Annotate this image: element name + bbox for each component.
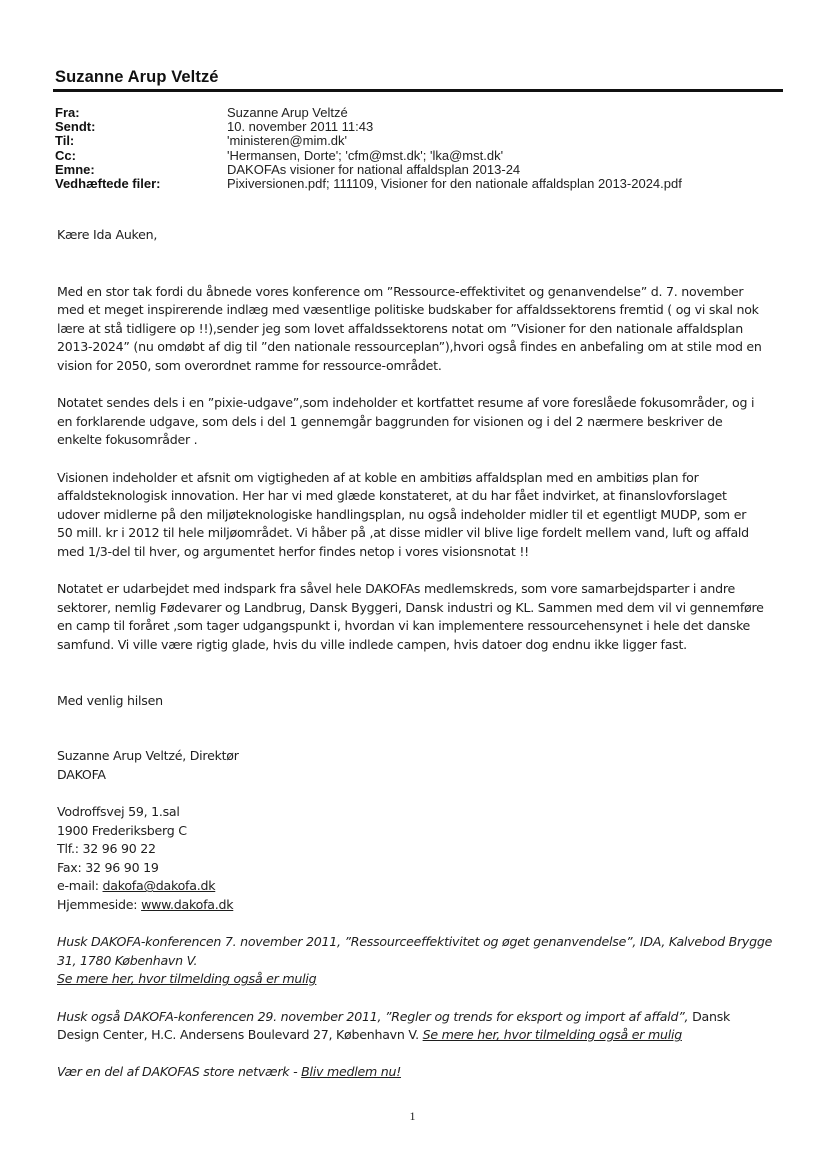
signature-name: Suzanne Arup Veltzé, Direktør	[57, 748, 239, 764]
body-line: enkelte fokusområder .	[57, 432, 198, 448]
signature-fax: Fax: 32 96 90 19	[57, 859, 159, 875]
promo-line: Vær en del af DAKOFAS store netværk -	[57, 1064, 302, 1080]
signup-link-1[interactable]: Se mere her, hvor tilmelding også er mulig	[57, 971, 317, 987]
paragraph-3	[57, 469, 797, 562]
header-value: 10. november 2011 11:43	[227, 119, 374, 135]
paragraph-1	[57, 283, 797, 376]
paragraph-2	[57, 394, 797, 450]
email-body	[57, 226, 797, 1082]
header-label: Fra:	[55, 105, 80, 120]
web-label: Hjemmeside:	[57, 897, 142, 912]
website-link[interactable]: www.dakofa.dk	[141, 897, 234, 912]
page-number: 1	[409, 1109, 416, 1123]
email-label: e-mail:	[57, 878, 103, 894]
signature-web-line	[57, 896, 797, 915]
body-line: lære at stå tidligere op !!),sender jeg som lovet affaldssektorens notat om ”Visioner for den nationale affaldsplan	[57, 320, 744, 336]
body-line: Visionen indeholder et afsnit om vigtigheden af at koble en ambitiøs affaldsplan med en ambitiøs plan for	[57, 469, 699, 485]
header-row-cc	[55, 149, 682, 163]
body-line: samfund. Vi ville være rigtig glade, hvis du ville indlede campen, hvis datoer dog endnu ikke ligger fast.	[57, 636, 687, 652]
signature-phone: Tlf.: 32 96 90 22	[57, 841, 156, 857]
sender-title: Suzanne Arup Veltzé	[55, 68, 219, 86]
body-line: affaldsteknologisk innovation. Her har vi med glæde konstateret, at du har fået indvirket, at finanslovforslaget	[57, 488, 727, 504]
signature-org: DAKOFA	[57, 766, 106, 782]
body-line: Notatet sendes dels i en ”pixie-udgave”,som indeholder et kortfattet resume af vore foreslåede fokusområder, og i	[57, 395, 755, 411]
header-row-sent	[55, 120, 682, 134]
promo-line: 31, 1780 København V.	[57, 952, 198, 968]
body-line: 2013-2024” (nu omdøbt af dig til ”den nationale ressourceplan”),hvori også findes en anbefaling om at stile mod en	[57, 339, 762, 355]
body-line: sektorer, nemlig Fødevarer og Landbrug, Dansk Byggeri, Dansk industri og KL. Sammen med dem vil vi gennemføre	[57, 599, 764, 615]
promo-line: Dansk	[688, 1008, 731, 1024]
body-line: med et meget inspirerende indlæg med væsentlige politiske budskaber for affaldssektorens fremtid ( og vi skal nok	[57, 302, 759, 318]
header-value: Suzanne Arup Veltzé	[227, 105, 348, 120]
email-link[interactable]: dakofa@dakofa.dk	[102, 878, 216, 894]
promo-conference-1	[57, 933, 797, 989]
header-row-to	[55, 134, 682, 148]
header-label: Sendt:	[55, 119, 96, 135]
header-value: DAKOFAs visioner for national affaldsplan 2013-24	[227, 161, 521, 177]
header-label: Til:	[55, 133, 75, 149]
promo-line: Husk også DAKOFA-konferencen 29. november 2011, ”Regler og trends for eksport og import af affald”,	[57, 1008, 689, 1024]
header-value: 'ministeren@mim.dk'	[227, 133, 348, 149]
header-label: Vedhæftede filer:	[55, 176, 161, 192]
signature-email-line	[57, 877, 797, 896]
greeting: Kære Ida Auken,	[57, 227, 158, 242]
header-row-subject	[55, 163, 682, 177]
body-line: 50 mill. kr i 2012 til hele miljøområdet. Vi håber på ,at disse midler vil blive lige fordelt mellem vand, luft og affald	[57, 525, 749, 541]
become-member-link[interactable]: Bliv medlem nu!	[301, 1064, 402, 1080]
paragraph-4	[57, 580, 797, 654]
email-header-block	[55, 106, 682, 191]
header-row-from	[55, 106, 682, 120]
signature-address-line1: Vodroffsvej 59, 1.sal	[57, 804, 180, 820]
promo-line: Husk DAKOFA-konferencen 7. november 2011, ”Ressourceeffektivitet og øget genanvendelse”, IDA, Kalvebod Brygge	[57, 934, 773, 950]
promo-line: Design Center, H.C. Andersens Boulevard 27, København V.	[57, 1027, 423, 1043]
body-line: Notatet er udarbejdet med indspark fra såvel hele DAKOFAs medlemskreds, som vore samarbejdsparter i andre	[57, 581, 736, 597]
signature-address-line2: 1900 Frederiksberg C	[57, 822, 187, 838]
body-line: en forklarende udgave, som dels i del 1 gennemgår baggrunden for visionen og i del 2 nærmere beskriver de	[57, 413, 723, 429]
title-divider	[53, 89, 783, 92]
signature-block	[57, 747, 797, 914]
closing: Med venlig hilsen	[57, 692, 163, 708]
body-line: med 1/3-del til hver, og argumentet herfor findes netop i vores visionsnotat !!	[57, 543, 529, 559]
attachments-value: Pixiversionen.pdf; 111109, Visioner for den nationale affaldsplan 2013-2024.pdf	[227, 176, 682, 192]
header-value: 'Hermansen, Dorte'; 'cfm@mst.dk'; 'lka@mst.dk'	[227, 147, 504, 163]
body-line: udover midlerne på den miljøteknologiske handlingsplan, nu også indeholder midler til et egentligt MUDP, som er	[57, 506, 747, 522]
promo-membership	[57, 1063, 797, 1082]
header-label: Cc:	[55, 147, 76, 163]
body-line: vision for 2050, som overordnet ramme for ressource-området.	[57, 357, 442, 373]
body-line: Med en stor tak fordi du åbnede vores konference om ”Ressource-effektivitet og genanvendelse” d. 7. november	[57, 283, 744, 299]
body-line: en camp til foråret ,som tager udgangspunkt i, hvordan vi kan implementere ressourcehensynet i hele det danske	[57, 618, 751, 634]
signup-link-2[interactable]: Se mere her, hvor tilmelding også er mulig	[422, 1027, 682, 1043]
header-row-attachments	[55, 177, 682, 191]
header-label: Emne:	[55, 161, 95, 177]
promo-conference-2	[57, 1008, 797, 1045]
